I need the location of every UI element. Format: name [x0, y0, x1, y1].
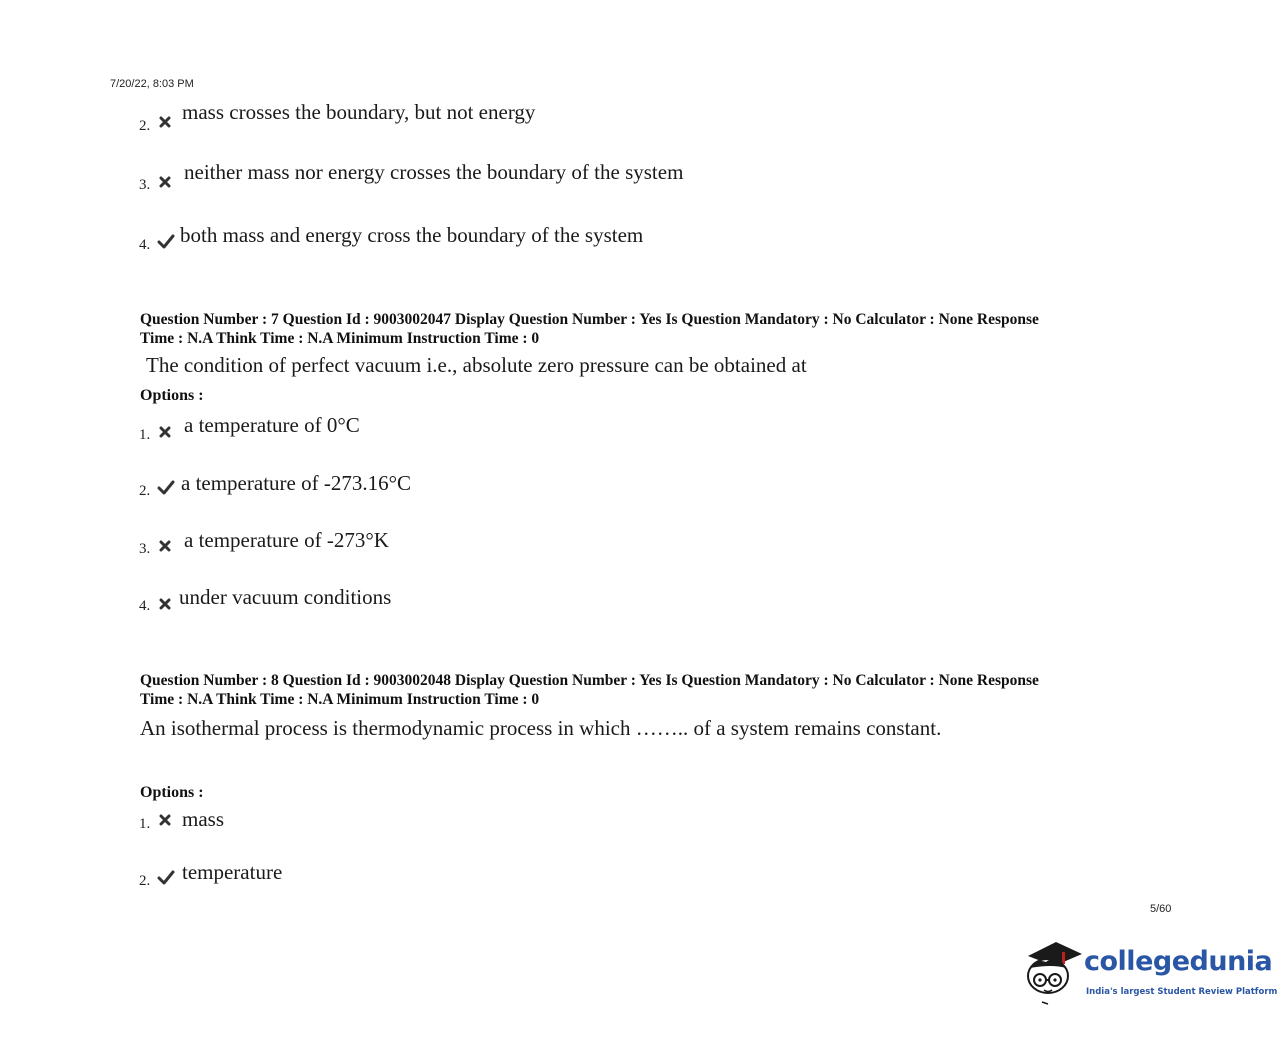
- option-number: 1.: [139, 816, 151, 832]
- option-text: a temperature of -273°K: [184, 528, 389, 552]
- option-number: 1.: [139, 427, 151, 443]
- cross-icon: [159, 540, 173, 554]
- cross-icon: [159, 176, 173, 190]
- option-text: both mass and energy cross the boundary of the system: [180, 223, 644, 247]
- check-icon: [157, 233, 171, 247]
- question-header-line: Question Number : 8 Question Id : 9003002048 Display Question Number : Yes Is Question Mandatory : No Calculator : None Response: [140, 672, 1039, 689]
- print-timestamp: 7/20/22, 8:03 PM: [110, 78, 194, 90]
- question-text: The condition of perfect vacuum i.e., absolute zero pressure can be obtained at: [146, 353, 807, 377]
- option-number: 2.: [139, 483, 151, 499]
- page-number: 5/60: [1150, 903, 1172, 915]
- cross-icon: [159, 598, 173, 612]
- question-header: [140, 671, 1160, 709]
- question-header-line: Time : N.A Think Time : N.A Minimum Instruction Time : 0: [140, 691, 540, 708]
- option-text: temperature: [182, 860, 283, 884]
- cross-icon: [159, 426, 173, 440]
- option-text: mass crosses the boundary, but not energy: [182, 100, 536, 124]
- question-header: [140, 310, 1160, 348]
- option-number: 3.: [139, 541, 151, 557]
- cross-icon: [159, 116, 173, 130]
- mascot-icon: [1022, 938, 1084, 1008]
- question-header-line: Question Number : 7 Question Id : 9003002047 Display Question Number : Yes Is Question Mandatory : No Calculator : None Response: [140, 311, 1039, 328]
- check-icon: [157, 479, 171, 493]
- question-header-line: Time : N.A Think Time : N.A Minimum Instruction Time : 0: [140, 330, 540, 347]
- option-number: 2.: [139, 118, 151, 134]
- option-number: 4.: [139, 237, 151, 253]
- check-icon: [157, 869, 171, 883]
- option-text: neither mass nor energy crosses the boundary of the system: [184, 160, 684, 184]
- options-label: Options :: [140, 387, 204, 404]
- cross-icon: [159, 814, 173, 828]
- option-text: mass: [182, 807, 224, 831]
- logo-tagline: India's largest Student Review Platform: [1086, 987, 1278, 997]
- question-text: An isothermal process is thermodynamic process in which …….. of a system remains constant.: [140, 716, 942, 740]
- logo-wordmark: collegedunia: [1084, 946, 1273, 977]
- option-number: 4.: [139, 598, 151, 614]
- collegedunia-logo: [1022, 938, 1278, 1008]
- option-text: a temperature of -273.16°C: [181, 471, 411, 495]
- option-text: a temperature of 0°C: [184, 413, 360, 437]
- option-number: 3.: [139, 177, 151, 193]
- options-label: Options :: [140, 784, 204, 801]
- option-number: 2.: [139, 873, 151, 889]
- option-text: under vacuum conditions: [179, 585, 392, 609]
